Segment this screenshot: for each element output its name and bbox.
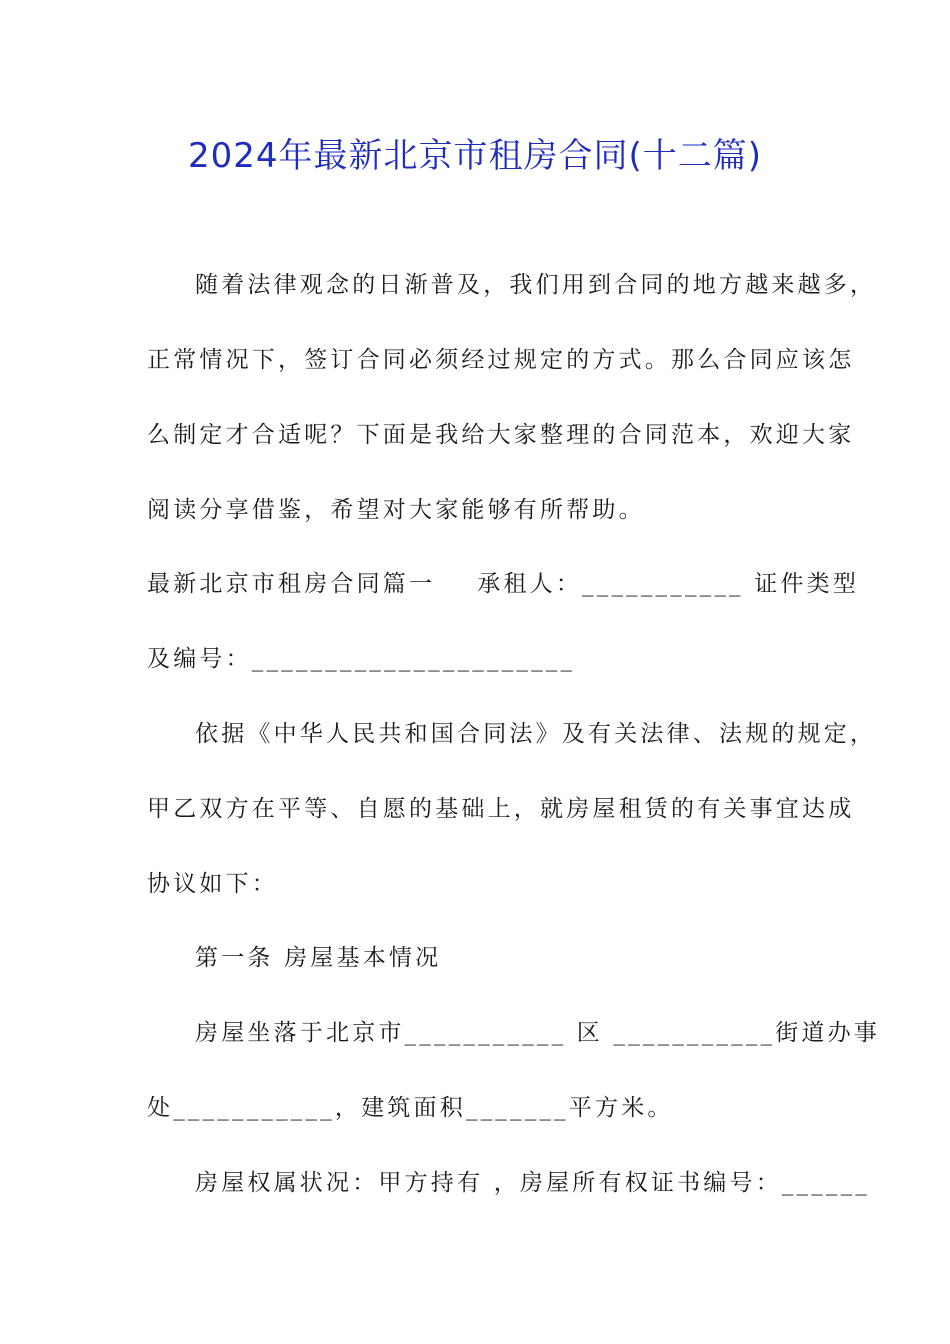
paragraph-line: 么制定才合适呢？下面是我给大家整理的合同范本，欢迎大家: [147, 422, 855, 448]
paragraph-line: 依据《中华人民共和国合同法》及有关法律、法规的规定，: [195, 721, 877, 747]
section-heading-line: 最新北京市租房合同篇一 承租人：___________ 证件类型: [147, 571, 860, 597]
paragraph-line: 阅读分享借鉴，希望对大家能够有所帮助。: [147, 497, 645, 523]
paragraph-line: 甲乙双方在平等、自愿的基础上，就房屋租赁的有关事宜达成: [147, 796, 855, 822]
document-title: 2024年最新北京市租房合同(十二篇): [187, 136, 763, 176]
paragraph-line: 协议如下：: [147, 871, 278, 897]
paragraph-line: 房屋权属状况：甲方持有 ，房屋所有权证书编号：______: [195, 1170, 871, 1196]
paragraph-line: 及编号：______________________: [147, 646, 576, 672]
paragraph-line: 处___________，建筑面积_______平方米。: [147, 1095, 674, 1121]
paragraph-line: 房屋坐落于北京市___________ 区 ___________街道办事: [195, 1020, 881, 1046]
article-heading: 第一条 房屋基本情况: [195, 945, 442, 971]
paragraph-line: 随着法律观念的日渐普及，我们用到合同的地方越来越多，: [195, 272, 877, 298]
paragraph-line: 正常情况下，签订合同必须经过规定的方式。那么合同应该怎: [147, 347, 855, 373]
